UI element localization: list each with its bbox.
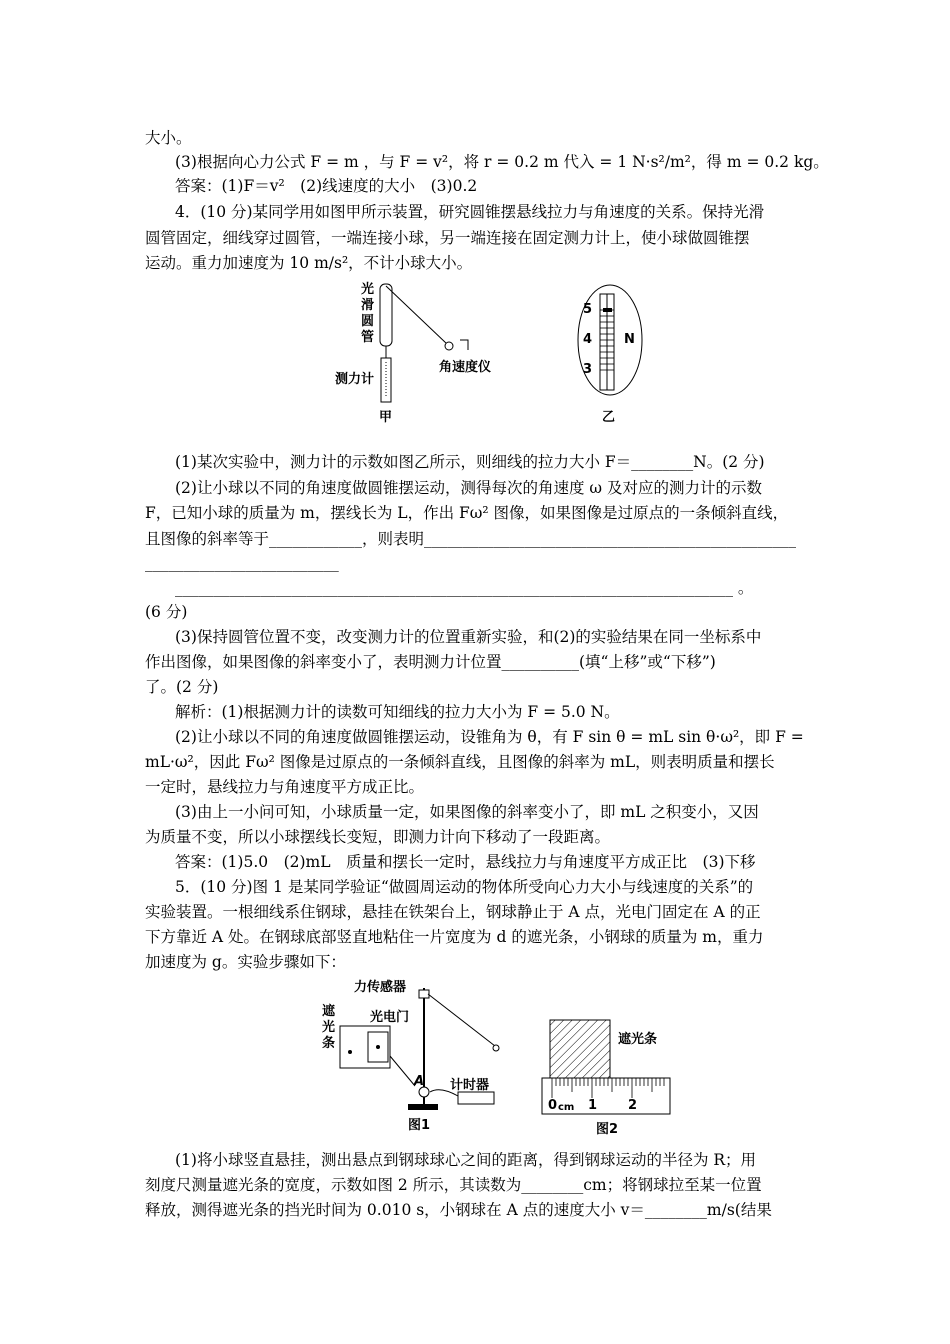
figure-1 [320,976,510,1136]
caption-jia: 甲 [379,410,393,425]
text-line: 且图像的斜率等于____________，则表明________________________________________________ [145,530,797,548]
tick-label: 1 [588,1098,598,1113]
text-line: (3)根据向心力公式 F = m ，与 F = v²，将 r = 0.2 m 代入 = 1 N·s²/m²，得 m = 0.2 kg。 [175,153,829,171]
tick-label: 0 [548,1098,558,1113]
subquestion-2: (2)让小球以不同的角速度做圆锥摆运动，测得每次的角速度 ω 及对应的测力计的示数 [175,479,762,497]
text-line: 圆管固定，细线穿过圆管，一端连接小球，另一端连接在固定测力计上，使小球做圆锥摆 [145,229,750,247]
figure-yi [570,282,660,425]
timer-label: 计时器 [450,1078,490,1093]
text-line: 实验装置。一根细线系住钢球，悬挂在铁架台上，钢球静止于 A 点，光电门固定在 A 的正 [145,903,761,921]
answer-line: 答案：(1)F＝v² (2)线速度的大小 (3)0.2 [175,177,478,195]
text-line: 为质量不变，所以小球摆线长变短，即测力计向下移动了一段距离。 [145,828,611,846]
answer-blank: ________________________________________________________________________ 。 [175,579,754,597]
text-line: F，已知小球的质量为 m，摆线长为 L，作出 Fω² 图像，如果图像是过原点的一条倾斜直线， [145,504,789,522]
meter-label: 测力计 [335,372,375,387]
gate-label: 光电门 [370,1010,410,1025]
subquestion-1: (1)将小球竖直悬挂，测出悬点到钢球球心之间的距离，得到钢球运动的半径为 R；用 [175,1151,757,1169]
caption-fig2: 图2 [596,1122,619,1137]
caption-yi: 乙 [602,410,616,425]
figure-jia [335,282,515,425]
text-line: (6 分) [145,603,188,621]
tick-label: 3 [583,362,593,377]
tick-label: 2 [628,1098,638,1113]
answer-line: 答案：(1)5.0 (2)mL 质量和摆长一定时，悬线拉力与角速度平方成正比 (3)下移 [175,853,756,871]
text-line: 释放，测得遮光条的挡光时间为 0.010 s，小钢球在 A 点的速度大小 v＝________m/s(结果 [145,1201,772,1219]
text-line: 一定时，悬线拉力与角速度平方成正比。 [145,778,425,796]
strip-label: 遮 光 条 [322,1004,336,1051]
question-5: 5．(10 分)图 1 是某同学验证“做圆周运动的物体所受向心力大小与线速度的关系”的 [175,878,754,896]
unit-label: cm [558,1102,575,1113]
text-line: 下方靠近 A 处。在钢球底部竖直地粘住一片宽度为 d 的遮光条，小钢球的质量为 m，重力 [145,928,764,946]
tube-label: 光 滑 圆 管 [361,282,375,345]
unit-label: N [624,332,635,347]
figure-2 [540,1018,680,1138]
strip-label: 遮光条 [618,1032,658,1047]
text-line: 运动。重力加速度为 10 m/s²，不计小球大小。 [145,254,473,272]
text-line: 刻度尺测量遮光条的宽度，示数如图 2 所示，其读数为________cm；将钢球拉至某一位置 [145,1176,762,1194]
text-line: mL·ω²，因此 Fω² 图像是过原点的一条倾斜直线，且图像的斜率为 mL，则表明质量和摆长 [145,753,775,771]
answer-blank: _________________________ [145,554,339,572]
text-line: 加速度为 g。实验步骤如下： [145,953,346,971]
analysis-line: 解析：(1)根据测力计的读数可知细线的拉力大小为 F = 5.0 N。 [175,703,620,721]
text-line: 大小。 [145,129,192,147]
text-line: (3)由上一小问可知，小球质量一定，如果图像的斜率变小了，即 mL 之积变小，又因 [175,803,759,821]
pendulum-apparatus [320,976,510,1116]
subquestion-3: (3)保持圆管位置不变，改变测力计的位置重新实验，和(2)的实验结果在同一坐标系中 [175,628,762,646]
text-line: 了。(2 分) [145,678,219,696]
text-line: (2)让小球以不同的角速度做圆锥摆运动，设锥角为 θ，有 F sin θ = mL sin θ·ω²，即 F = [175,728,804,746]
question-4: 4．(10 分)某同学用如图甲所示装置，研究圆锥摆悬线拉力与角速度的关系。保持光滑 [175,203,765,221]
caption-fig1: 图1 [408,1118,431,1133]
tick-label: 5 [583,302,593,317]
device-label: 角速度仪 [439,360,492,375]
text-line: 作出图像，如果图像的斜率变小了，表明测力计位置__________(填“上移”或“下移”) [145,653,716,671]
point-a-label: A [414,1074,425,1089]
tick-label: 4 [583,332,593,347]
sensor-label: 力传感器 [354,980,407,995]
subquestion-1: (1)某次实验中，测力计的示数如图乙所示，则细线的拉力大小 F＝________N。(2 分) [175,453,765,471]
